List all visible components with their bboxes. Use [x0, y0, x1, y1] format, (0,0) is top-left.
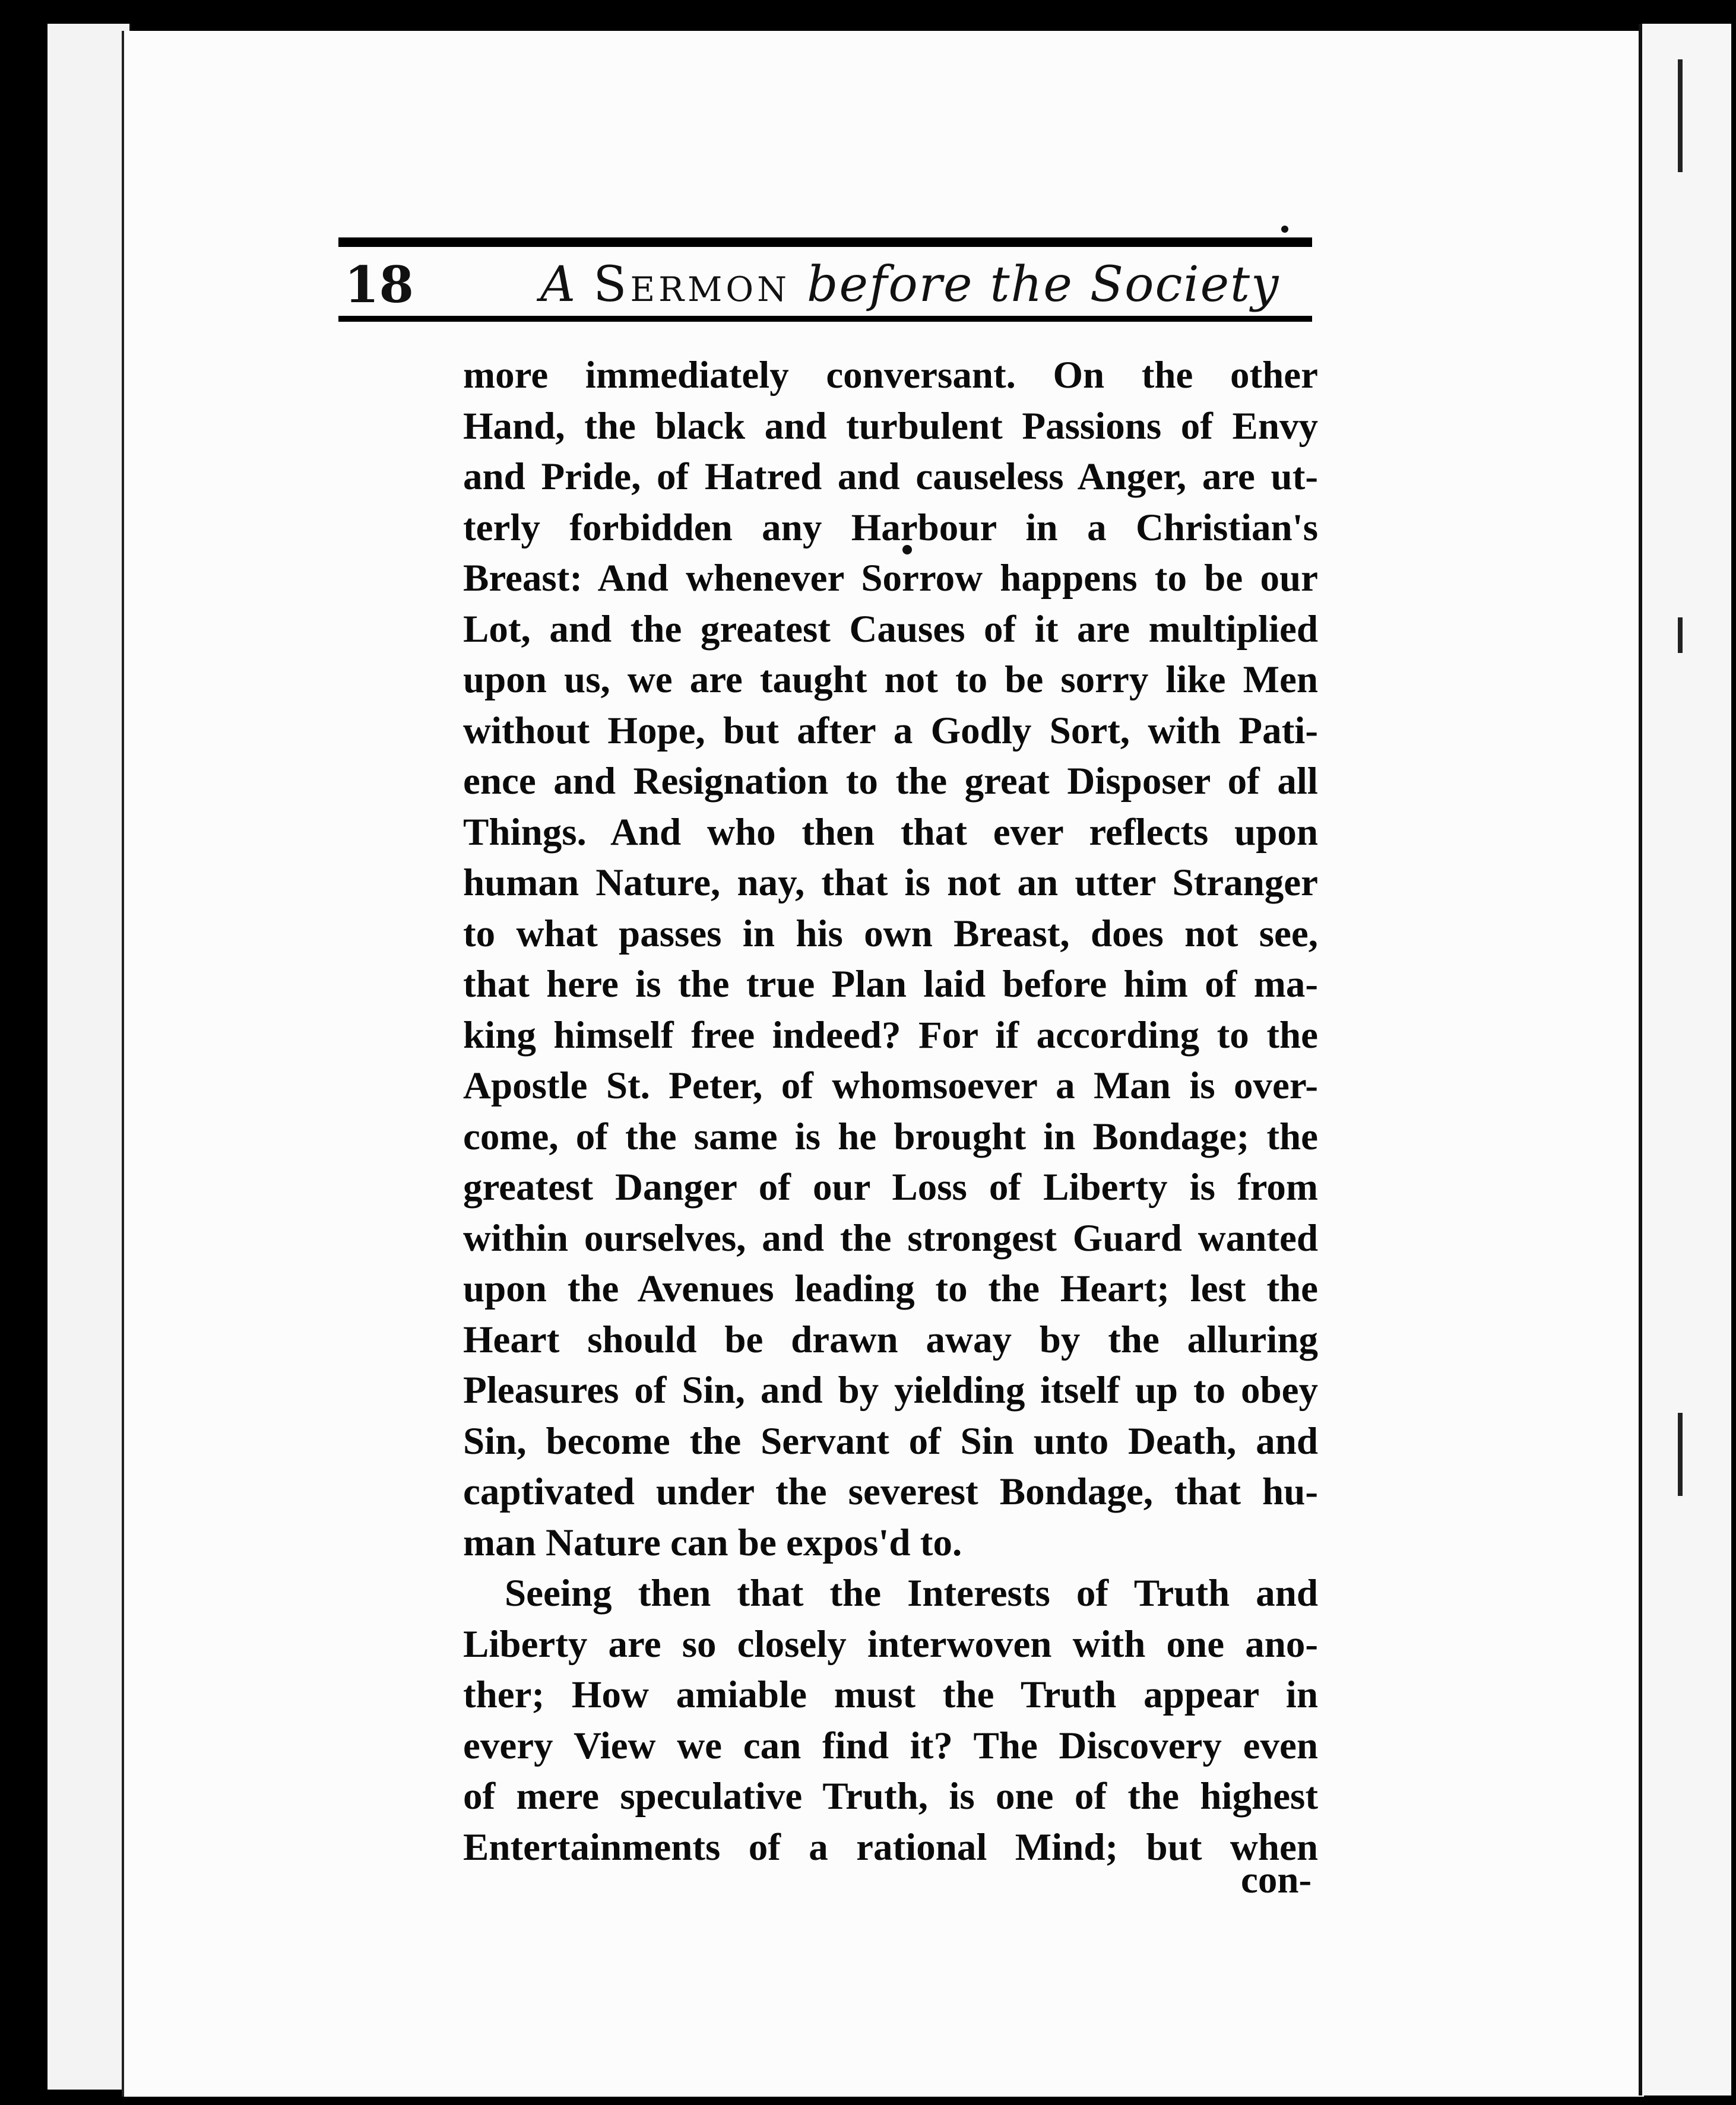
catchword: con-: [1241, 1859, 1312, 1901]
text-line: Things. And who then that ever reflects upon: [463, 810, 1318, 854]
text-line: Apostle St. Peter, of whomsoever a Man is over-: [463, 1064, 1318, 1107]
running-title: [540, 256, 1279, 313]
text-line: greatest Danger of our Loss of Liberty is from: [463, 1166, 1318, 1209]
header-rule-top: [338, 237, 1312, 247]
text-line: within ourselves, and the strongest Guard wanted: [463, 1216, 1318, 1260]
text-line: Breast: And whenever Sorrow happens to be our: [463, 557, 1318, 600]
text-line: human Nature, nay, that is not an utter Stranger: [463, 861, 1318, 904]
text-line: that here is the true Plan laid before him of ma-: [463, 963, 1318, 1006]
text-line: Seeing then that the Interests of Truth and: [505, 1572, 1318, 1615]
bleed-mark: [1678, 59, 1683, 172]
text-line: Heart should be drawn away by the alluring: [463, 1318, 1318, 1361]
text-line: upon the Avenues leading to the Heart; lest the: [463, 1267, 1318, 1310]
running-header: [338, 248, 1312, 313]
text-line: more immediately conversant. On the other: [463, 354, 1318, 397]
text-line: come, of the same is he brought in Bondage; the: [463, 1115, 1318, 1158]
running-title-rest: before the Society: [807, 256, 1280, 313]
text-line: to what passes in his own Breast, does not see,: [463, 912, 1318, 955]
text-line: Hand, the black and turbulent Passions of Envy: [463, 404, 1318, 448]
running-title-sermon: Sermon: [593, 256, 790, 313]
text-line: Liberty are so closely interwoven with one ano-: [463, 1622, 1318, 1666]
bleed-mark: [1678, 617, 1683, 653]
text-line: of mere speculative Truth, is one of the highest: [463, 1775, 1318, 1818]
text-line: Entertainments of a rational Mind; but when: [463, 1825, 1318, 1869]
facing-page-edge: [1639, 24, 1731, 2096]
text-line: captivated under the severest Bondage, that hu-: [463, 1470, 1318, 1513]
page-number: 18: [344, 255, 414, 314]
text-line: ence and Resignation to the great Disposer of all: [463, 760, 1318, 803]
bleed-mark: [1678, 1413, 1683, 1496]
header-rule-bottom: [338, 316, 1312, 322]
text-line: and Pride, of Hatred and causeless Anger, are ut-: [463, 455, 1318, 498]
text-line: upon us, we are taught not to be sorry like Men: [463, 658, 1318, 701]
text-line: terly forbidden any Harbour in a Christian's: [463, 506, 1318, 549]
text-line: every View we can find it? The Discovery even: [463, 1724, 1318, 1767]
text-line: ther; How amiable must the Truth appear in: [463, 1673, 1318, 1716]
text-line: king himself free indeed? For if according to the: [463, 1013, 1318, 1057]
text-line: without Hope, but after a Godly Sort, with Pati-: [463, 709, 1318, 752]
ink-speck: [1281, 226, 1288, 233]
text-line: man Nature can be expos'd to.: [463, 1521, 962, 1564]
running-title-article: A: [540, 256, 577, 313]
text-line: Sin, become the Servant of Sin unto Death, and: [463, 1419, 1318, 1463]
text-line: Pleasures of Sin, and by yielding itself up to obey: [463, 1369, 1318, 1412]
body-text: [463, 350, 1318, 1873]
text-line: Lot, and the greatest Causes of it are multiplied: [463, 607, 1318, 651]
